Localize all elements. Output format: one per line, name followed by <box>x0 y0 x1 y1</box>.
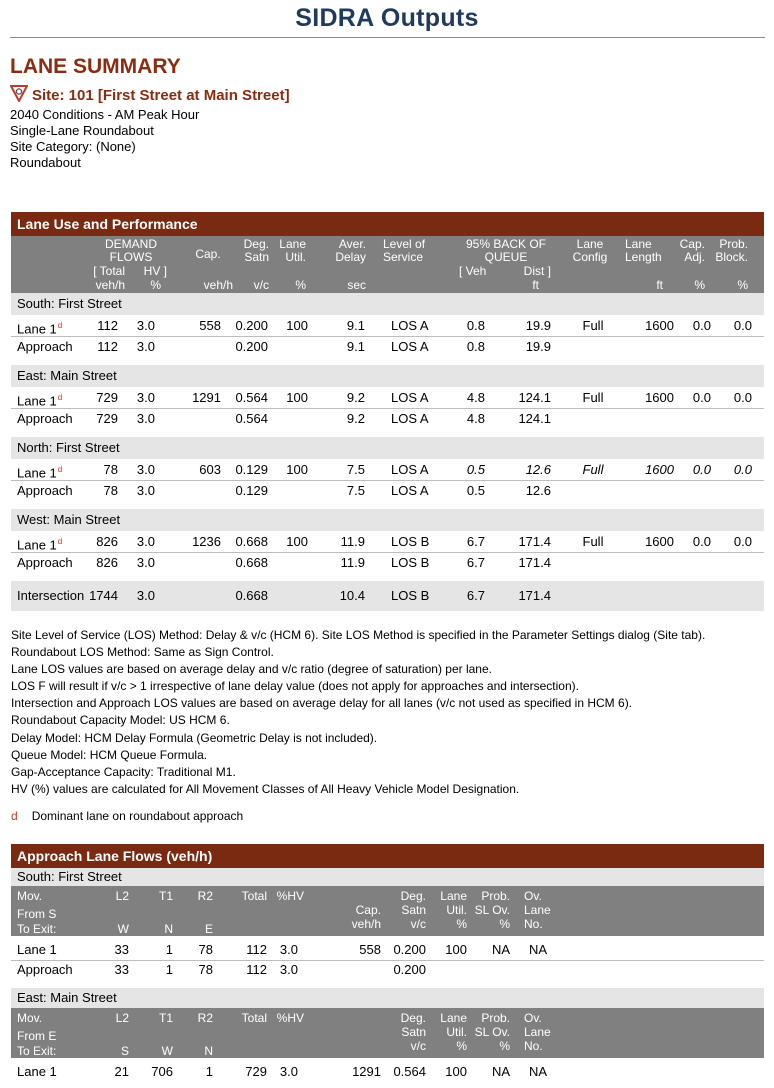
cell-cap: 603 <box>199 462 221 477</box>
cell-hv: 3.0 <box>279 962 298 977</box>
cell-cap: 1291 <box>352 1064 381 1079</box>
cell-total: 78 <box>103 483 118 498</box>
cell-total: 112 <box>246 942 267 957</box>
cell-deg: 0.200 <box>393 942 426 957</box>
approach-label: Approach <box>17 339 73 354</box>
site-control: Roundabout <box>10 155 81 170</box>
hdr-delay-unit: sec <box>347 278 366 292</box>
hdr-adj-2: Adj. <box>684 250 705 264</box>
note-line: Roundabout LOS Method: Same as Sign Control. <box>11 645 274 660</box>
cell-util: 100 <box>286 390 308 405</box>
lane-label: Lane 1 <box>17 1064 57 1079</box>
hdr-config-1: Lane <box>576 237 604 251</box>
hdr-total: Total <box>241 889 267 903</box>
cell-delay: 11.9 <box>340 555 365 570</box>
table-row <box>11 480 764 501</box>
hdr-cap: Cap. <box>195 247 221 261</box>
table-row <box>11 552 764 573</box>
cell-los: LOS A <box>391 411 429 426</box>
lane-label: Lane 1 <box>17 942 57 957</box>
hdr-total: [ Total <box>93 264 125 278</box>
cell-block: 0.0 <box>733 534 752 549</box>
cell-block: 0.0 <box>733 390 752 405</box>
hdr-los-1: Level of <box>383 237 426 251</box>
hdr-block-2: Block. <box>715 250 748 264</box>
cell-length: 1600 <box>645 318 674 333</box>
cell-deg: 0.668 <box>235 555 268 570</box>
site-category: Site Category: (None) <box>10 139 136 154</box>
cell-total: 729 <box>245 1064 267 1079</box>
cell-total: 112 <box>97 339 118 354</box>
cell-config: Full <box>582 390 604 405</box>
note-line: LOS F will result if v/c > 1 irrespective of lane delay value (does not apply for approaches and intersection). <box>11 679 579 694</box>
hdr-dist-unit: ft <box>532 278 539 292</box>
cell-total: 112 <box>246 962 267 977</box>
table-row <box>11 459 764 480</box>
hdr-util-2: Util. <box>285 250 306 264</box>
cell-deg: 0.200 <box>393 962 426 977</box>
cell-deg: 0.129 <box>235 483 268 498</box>
hdr-block-unit: % <box>737 278 748 292</box>
hdr-from: From S <box>17 907 57 921</box>
cell-r2: 1 <box>205 1064 213 1079</box>
table-row <box>11 939 764 960</box>
cell-delay: 9.1 <box>346 339 365 354</box>
method-notes <box>11 627 705 798</box>
cell-los: LOS A <box>391 318 429 333</box>
cell-t1: 1 <box>165 942 173 957</box>
hdr-dir-r2: N <box>204 1044 213 1058</box>
approach-label: Approach <box>17 483 73 498</box>
cell-delay: 7.5 <box>346 483 365 498</box>
cell-total: 112 <box>97 318 118 333</box>
cell-config: Full <box>582 534 604 549</box>
flows-group-east: East: Main Street <box>11 988 764 1008</box>
cell-veh: 0.5 <box>466 462 485 477</box>
cell-deg: 0.668 <box>235 588 268 603</box>
site-condition: 2040 Conditions - AM Peak Hour <box>10 107 200 122</box>
hdr-from: From E <box>17 1029 57 1043</box>
cell-util: 100 <box>445 942 467 957</box>
cell-hv: 3.0 <box>136 555 155 570</box>
cell-deg: 0.200 <box>235 318 268 333</box>
cell-dist: 124.1 <box>518 411 551 426</box>
hdr-util-1: Lane <box>279 237 306 251</box>
cell-hv: 3.0 <box>136 588 155 603</box>
lane-label: Lane 1$^d$ <box>17 393 63 409</box>
cell-l2: 33 <box>114 962 129 977</box>
cell-hv: 3.0 <box>136 390 155 405</box>
cell-length: 1600 <box>645 390 674 405</box>
cell-t1: 1 <box>165 962 173 977</box>
hdr-t1: T1 <box>158 1011 173 1025</box>
table-row <box>11 959 764 980</box>
hdr-adj-unit: % <box>694 278 705 292</box>
hdr-deg-1: Deg. <box>400 1011 426 1025</box>
cell-dist: 171.4 <box>518 534 551 549</box>
hdr-dir-t1: W <box>161 1044 173 1058</box>
cell-hv: 3.0 <box>279 942 298 957</box>
note-line: HV (%) values are calculated for All Movement Classes of All Heavy Vehicle Model Designation. <box>11 781 520 796</box>
cell-veh: 4.8 <box>466 390 485 405</box>
lane-label: Lane 1$^d$ <box>17 465 63 481</box>
cell-prob: NA <box>491 1064 510 1079</box>
cell-veh: 0.8 <box>466 318 485 333</box>
cell-dist: 19.9 <box>525 318 551 333</box>
hdr-deg-2: Satn <box>244 250 269 264</box>
hdr-prob-1: Prob. <box>481 1011 510 1025</box>
cell-deg: 0.129 <box>235 462 268 477</box>
cell-veh: 6.7 <box>466 588 485 603</box>
cell-adj: 0.0 <box>692 390 711 405</box>
hdr-deg-2: Satn <box>401 903 426 917</box>
cell-length: 1600 <box>645 462 674 477</box>
cell-veh: 6.7 <box>466 534 485 549</box>
lane-use-band: Lane Use and Performance <box>11 212 764 236</box>
cell-util: 100 <box>286 318 308 333</box>
intersection-row <box>11 581 764 611</box>
lane-label: Lane 1$^d$ <box>17 321 63 337</box>
hdr-l2: L2 <box>115 889 129 903</box>
hdr-dist: Dist ] <box>523 264 551 278</box>
approach-label: Approach <box>17 962 73 977</box>
cell-util: 100 <box>445 1064 467 1079</box>
cell-block: 0.0 <box>733 462 752 477</box>
note-line: Roundabout Capacity Model: US HCM 6. <box>11 713 230 728</box>
hdr-hv-unit: % <box>150 278 161 292</box>
cell-length: 1600 <box>645 534 674 549</box>
cell-dist: 12.6 <box>525 483 551 498</box>
hdr-ov-1: Ov. <box>524 1011 542 1025</box>
cell-adj: 0.0 <box>692 318 711 333</box>
hdr-hv: %HV <box>276 889 304 903</box>
cell-total: 729 <box>96 390 118 405</box>
hdr-deg-unit: v/c <box>253 278 269 292</box>
hdr-los-2: Service <box>383 250 424 264</box>
approach-flows-band: Approach Lane Flows (veh/h) <box>11 844 764 868</box>
hdr-dir-r2: E <box>204 922 213 936</box>
cell-cap: 558 <box>359 942 381 957</box>
legend-text: Dominant lane on roundabout approach <box>31 809 244 823</box>
hdr-util-1: Lane <box>440 889 467 903</box>
hdr-to-exit: To Exit: <box>17 922 57 936</box>
hdr-deg-3: v/c <box>410 1039 426 1053</box>
hdr-length-unit: ft <box>656 278 663 292</box>
cell-cap: 1236 <box>192 534 221 549</box>
table-row <box>11 1061 764 1082</box>
cell-block: 0.0 <box>733 318 752 333</box>
table-row <box>11 336 764 357</box>
hdr-util-2: Util. <box>446 903 467 917</box>
flows-header-east <box>11 1008 764 1058</box>
table-row <box>11 408 764 429</box>
hdr-mov: Mov. <box>17 1011 43 1025</box>
hdr-prob-1: Prob. <box>481 889 510 903</box>
hdr-ov-2: Lane <box>524 903 551 917</box>
hdr-cap-1: Cap. <box>355 903 381 917</box>
cell-hv: 3.0 <box>136 483 155 498</box>
cell-hv: 3.0 <box>136 339 155 354</box>
cell-delay: 11.9 <box>340 534 365 549</box>
cell-l2: 33 <box>114 942 129 957</box>
cell-los: LOS B <box>391 534 430 549</box>
title-divider <box>10 37 765 38</box>
flows-group-south: South: First Street <box>11 868 764 886</box>
intersection-label: Intersection <box>17 588 85 603</box>
cell-r2: 78 <box>198 942 213 957</box>
group-east: East: Main Street <box>11 365 764 387</box>
hdr-util-unit: % <box>295 278 306 292</box>
hdr-cap-unit: veh/h <box>203 278 233 292</box>
cell-los: LOS A <box>391 339 429 354</box>
hdr-dir-l2: W <box>117 922 129 936</box>
hdr-total: Total <box>241 1011 267 1025</box>
hdr-deg-1: Deg. <box>400 889 426 903</box>
cell-hv: 3.0 <box>136 411 155 426</box>
hdr-block-1: Prob. <box>719 237 748 251</box>
cell-total: 729 <box>96 411 118 426</box>
hdr-demand-2: FLOWS <box>109 250 153 264</box>
hdr-t1: T1 <box>158 889 173 903</box>
cell-hv: 3.0 <box>279 1064 298 1079</box>
hdr-queue-1: 95% BACK OF <box>465 237 547 251</box>
hdr-prob-3: % <box>499 1039 510 1053</box>
hdr-delay-1: Aver. <box>338 237 366 251</box>
note-line: Lane LOS values are based on average delay and v/c ratio (degree of saturation) per lane. <box>11 662 492 677</box>
hdr-ov-3: No. <box>524 917 543 931</box>
cell-dist: 171.4 <box>518 588 551 603</box>
site-heading <box>10 85 290 106</box>
page-title: SIDRA Outputs <box>295 4 479 32</box>
hdr-veh: [ Veh <box>459 264 487 278</box>
hdr-demand-1: DEMAND <box>104 237 157 251</box>
hdr-ov-3: No. <box>524 1039 543 1053</box>
cell-los: LOS B <box>391 588 430 603</box>
hdr-deg-3: v/c <box>410 917 426 931</box>
hdr-hv: %HV <box>276 1011 304 1025</box>
cell-config: Full <box>582 462 604 477</box>
dominant-lane-legend <box>11 808 243 825</box>
table-row <box>11 387 764 408</box>
roundabout-yield-icon <box>10 85 28 106</box>
cell-delay: 9.1 <box>346 318 365 333</box>
hdr-prob-2: SL Ov. <box>474 1025 510 1039</box>
cell-hv: 3.0 <box>136 534 155 549</box>
note-line: Intersection and Approach LOS values are based on average delay for all lanes (v/c not used as specified in HCM 6). <box>11 696 633 711</box>
lane-use-header <box>11 236 764 293</box>
cell-delay: 7.5 <box>346 462 365 477</box>
cell-dist: 12.6 <box>525 462 551 477</box>
hdr-dir-t1: N <box>164 922 173 936</box>
cell-los: LOS A <box>391 462 429 477</box>
cell-deg: 0.564 <box>235 390 268 405</box>
group-north: North: First Street <box>11 437 764 459</box>
approach-label: Approach <box>17 411 73 426</box>
hdr-hv: HV ] <box>143 264 167 278</box>
cell-adj: 0.0 <box>692 534 711 549</box>
hdr-adj-1: Cap. <box>679 237 705 251</box>
cell-total: 826 <box>96 555 118 570</box>
cell-hv: 3.0 <box>136 462 155 477</box>
hdr-util-3: % <box>456 1039 467 1053</box>
cell-r2: 78 <box>198 962 213 977</box>
hdr-total-unit: veh/h <box>95 278 125 292</box>
hdr-util-3: % <box>456 917 467 931</box>
table-row <box>11 531 764 552</box>
note-line: Queue Model: HCM Queue Formula. <box>11 747 208 762</box>
cell-deg: 0.200 <box>235 339 268 354</box>
cell-config: Full <box>582 318 604 333</box>
note-line: Site Level of Service (LOS) Method: Delay & v/c (HCM 6). Site LOS Method is specified in the Parameter Settings dialog (Site tab). <box>11 628 706 642</box>
hdr-mov: Mov. <box>17 889 43 903</box>
group-west: West: Main Street <box>11 509 764 531</box>
cell-util: 100 <box>286 534 308 549</box>
cell-deg: 0.564 <box>393 1064 426 1079</box>
group-south: South: First Street <box>11 293 764 315</box>
note-line: Gap-Acceptance Capacity: Traditional M1. <box>11 764 236 779</box>
cell-adj: 0.0 <box>692 462 711 477</box>
cell-dist: 19.9 <box>525 339 551 354</box>
lane-label: Lane 1$^d$ <box>17 537 63 553</box>
hdr-to-exit: To Exit: <box>17 1044 57 1058</box>
cell-veh: 4.8 <box>466 411 485 426</box>
cell-los: LOS A <box>391 390 429 405</box>
cell-delay: 9.2 <box>346 390 365 405</box>
hdr-l2: L2 <box>115 1011 129 1025</box>
approach-label: Approach <box>17 555 73 570</box>
hdr-length-2: Length <box>625 250 662 264</box>
cell-ov: NA <box>529 942 548 957</box>
site-title: Site: 101 [First Street at Main Street] <box>32 87 290 104</box>
cell-los: LOS A <box>391 483 429 498</box>
cell-veh: 0.8 <box>466 339 485 354</box>
hdr-config-2: Config <box>572 250 608 264</box>
cell-prob: NA <box>491 942 510 957</box>
cell-util: 100 <box>286 462 308 477</box>
cell-l2: 21 <box>114 1064 129 1079</box>
cell-total: 78 <box>103 462 118 477</box>
table-row <box>11 315 764 336</box>
cell-deg: 0.564 <box>235 411 268 426</box>
hdr-dir-l2: S <box>120 1044 129 1058</box>
cell-t1: 706 <box>151 1064 173 1079</box>
note-line: Delay Model: HCM Delay Formula (Geometric Delay is not included). <box>11 730 378 745</box>
site-type: Single-Lane Roundabout <box>10 123 154 138</box>
cell-delay: 10.4 <box>339 588 365 603</box>
cell-dist: 171.4 <box>518 555 551 570</box>
hdr-util-2: Util. <box>446 1025 467 1039</box>
cell-cap: 1291 <box>192 390 221 405</box>
hdr-ov-2: Lane <box>524 1025 551 1039</box>
cell-delay: 9.2 <box>346 411 365 426</box>
hdr-delay-2: Delay <box>335 250 366 264</box>
legend-letter: d <box>11 809 18 823</box>
cell-ov: NA <box>529 1064 548 1079</box>
hdr-ov-1: Ov. <box>524 889 542 903</box>
hdr-util-1: Lane <box>440 1011 467 1025</box>
hdr-deg-2: Satn <box>401 1025 426 1039</box>
cell-total: 826 <box>96 534 118 549</box>
hdr-cap-2: veh/h <box>351 917 381 931</box>
hdr-deg-1: Deg. <box>243 237 269 251</box>
cell-dist: 124.1 <box>518 390 551 405</box>
hdr-length-1: Lane <box>625 237 652 251</box>
cell-veh: 0.5 <box>466 483 485 498</box>
cell-veh: 6.7 <box>466 555 485 570</box>
cell-cap: 558 <box>199 318 221 333</box>
cell-los: LOS B <box>391 555 430 570</box>
hdr-prob-3: % <box>499 917 510 931</box>
hdr-r2: R2 <box>197 889 213 903</box>
section-title: LANE SUMMARY <box>10 55 181 78</box>
cell-hv: 3.0 <box>136 318 155 333</box>
flows-header-south <box>11 886 764 936</box>
cell-total: 1744 <box>89 588 118 603</box>
hdr-prob-2: SL Ov. <box>474 903 510 917</box>
cell-deg: 0.668 <box>235 534 268 549</box>
hdr-r2: R2 <box>197 1011 213 1025</box>
hdr-queue-2: QUEUE <box>484 250 528 264</box>
